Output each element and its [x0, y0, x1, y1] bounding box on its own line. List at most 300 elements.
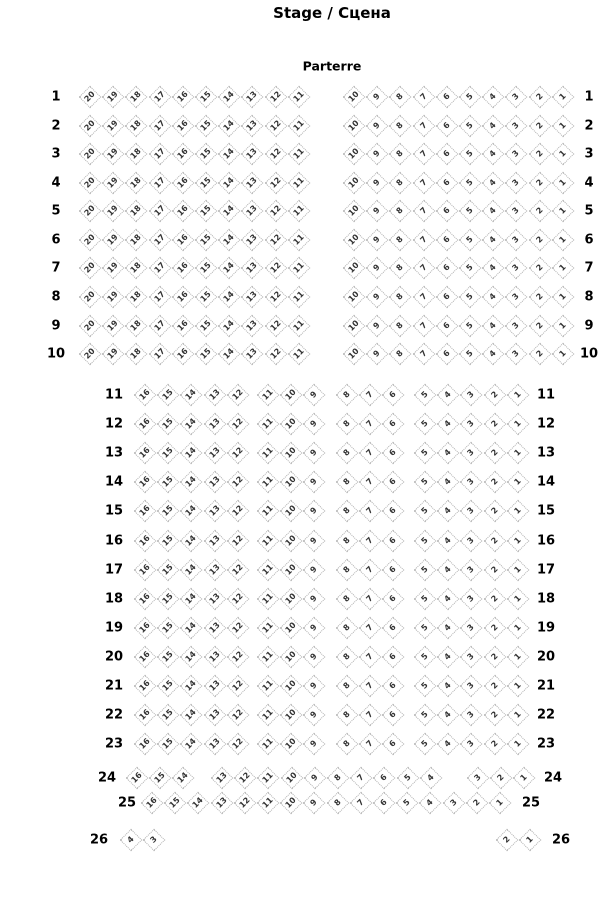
seat-row12-n13[interactable] [203, 413, 226, 436]
seat-row1-n15[interactable] [195, 86, 218, 109]
seat-row22-n16[interactable] [134, 704, 157, 727]
seat-row7-n11[interactable] [287, 257, 310, 280]
seat-row13-n16[interactable] [134, 442, 157, 465]
seat-row14-n1[interactable] [506, 471, 529, 494]
seat-row10-n8[interactable] [389, 343, 412, 366]
seat-row15-n2[interactable] [483, 500, 506, 523]
seat-row16-n16[interactable] [134, 530, 157, 553]
seat-row2-n19[interactable] [102, 115, 125, 138]
seat-row8-n8[interactable] [389, 286, 412, 309]
seat-row19-n2[interactable] [483, 617, 506, 640]
seat-row8-n4[interactable] [482, 286, 505, 309]
seat-row5-n6[interactable] [435, 200, 458, 223]
seat-row25-n8[interactable] [326, 792, 349, 815]
seat-row23-n9[interactable] [303, 733, 326, 756]
seat-row9-n13[interactable] [241, 315, 264, 338]
seat-row22-n5[interactable] [414, 704, 437, 727]
seat-row21-n13[interactable] [203, 675, 226, 698]
seat-row22-n8[interactable] [336, 704, 359, 727]
seat-row15-n12[interactable] [226, 500, 249, 523]
seat-row3-n9[interactable] [366, 143, 389, 166]
seat-row11-n3[interactable] [460, 384, 483, 407]
seat-row3-n17[interactable] [148, 143, 171, 166]
seat-row20-n12[interactable] [226, 646, 249, 669]
seat-row24-n7[interactable] [350, 767, 373, 790]
seat-row16-n7[interactable] [359, 530, 382, 553]
seat-row21-n5[interactable] [414, 675, 437, 698]
seat-row9-n5[interactable] [459, 315, 482, 338]
seat-row20-n16[interactable] [134, 646, 157, 669]
seat-row23-n11[interactable] [257, 733, 280, 756]
seat-row20-n13[interactable] [203, 646, 226, 669]
seat-row5-n17[interactable] [148, 200, 171, 223]
seat-row25-n2[interactable] [465, 792, 488, 815]
seat-row1-n11[interactable] [287, 86, 310, 109]
seat-row25-n15[interactable] [164, 792, 187, 815]
seat-row18-n4[interactable] [437, 588, 460, 611]
seat-row12-n16[interactable] [134, 413, 157, 436]
seat-row21-n1[interactable] [506, 675, 529, 698]
seat-row10-n11[interactable] [287, 343, 310, 366]
seat-row9-n7[interactable] [412, 315, 435, 338]
seat-row22-n11[interactable] [257, 704, 280, 727]
seat-row6-n17[interactable] [148, 229, 171, 252]
seat-row14-n11[interactable] [257, 471, 280, 494]
seat-row14-n2[interactable] [483, 471, 506, 494]
seat-row4-n8[interactable] [389, 172, 412, 195]
seat-row3-n16[interactable] [171, 143, 194, 166]
seat-row3-n3[interactable] [505, 143, 528, 166]
seat-row24-n5[interactable] [396, 767, 419, 790]
seat-row6-n1[interactable] [551, 229, 574, 252]
seat-row24-n11[interactable] [257, 767, 280, 790]
seat-row25-n10[interactable] [280, 792, 303, 815]
seat-row23-n3[interactable] [460, 733, 483, 756]
seat-row25-n9[interactable] [303, 792, 326, 815]
seat-row19-n1[interactable] [506, 617, 529, 640]
seat-row10-n20[interactable] [79, 343, 102, 366]
seat-row18-n1[interactable] [506, 588, 529, 611]
seat-row6-n8[interactable] [389, 229, 412, 252]
seat-row20-n6[interactable] [382, 646, 405, 669]
seat-row3-n12[interactable] [264, 143, 287, 166]
seat-row12-n4[interactable] [437, 413, 460, 436]
seat-row7-n10[interactable] [343, 257, 366, 280]
seat-row10-n5[interactable] [459, 343, 482, 366]
seat-row20-n2[interactable] [483, 646, 506, 669]
seat-row25-n7[interactable] [349, 792, 372, 815]
seat-row5-n18[interactable] [125, 200, 148, 223]
seat-row4-n20[interactable] [79, 172, 102, 195]
seat-row1-n12[interactable] [264, 86, 287, 109]
seat-row21-n3[interactable] [460, 675, 483, 698]
seat-row21-n9[interactable] [303, 675, 326, 698]
seat-row8-n17[interactable] [148, 286, 171, 309]
seat-row14-n3[interactable] [460, 471, 483, 494]
seat-row9-n6[interactable] [435, 315, 458, 338]
seat-row6-n4[interactable] [482, 229, 505, 252]
seat-row15-n14[interactable] [180, 500, 203, 523]
seat-row15-n8[interactable] [336, 500, 359, 523]
seat-row25-n16[interactable] [141, 792, 164, 815]
seat-row5-n5[interactable] [459, 200, 482, 223]
seat-row26-n4[interactable] [120, 829, 143, 852]
seat-row16-n5[interactable] [414, 530, 437, 553]
seat-row14-n15[interactable] [157, 471, 180, 494]
seat-row26-n2[interactable] [496, 829, 519, 852]
seat-row18-n8[interactable] [336, 588, 359, 611]
seat-row16-n1[interactable] [506, 530, 529, 553]
seat-row16-n11[interactable] [257, 530, 280, 553]
seat-row23-n13[interactable] [203, 733, 226, 756]
seat-row9-n20[interactable] [79, 315, 102, 338]
seat-row2-n17[interactable] [148, 115, 171, 138]
seat-row7-n7[interactable] [412, 257, 435, 280]
seat-row22-n9[interactable] [303, 704, 326, 727]
seat-row5-n14[interactable] [218, 200, 241, 223]
seat-row7-n1[interactable] [551, 257, 574, 280]
seat-row22-n6[interactable] [382, 704, 405, 727]
seat-row3-n11[interactable] [287, 143, 310, 166]
seat-row20-n7[interactable] [359, 646, 382, 669]
seat-row8-n16[interactable] [171, 286, 194, 309]
seat-row19-n16[interactable] [134, 617, 157, 640]
seat-row6-n16[interactable] [171, 229, 194, 252]
seat-row21-n7[interactable] [359, 675, 382, 698]
seat-row13-n9[interactable] [303, 442, 326, 465]
seat-row17-n16[interactable] [134, 559, 157, 582]
seat-row24-n10[interactable] [280, 767, 303, 790]
seat-row14-n8[interactable] [336, 471, 359, 494]
seat-row14-n7[interactable] [359, 471, 382, 494]
seat-row16-n12[interactable] [226, 530, 249, 553]
seat-row8-n15[interactable] [195, 286, 218, 309]
seat-row23-n5[interactable] [414, 733, 437, 756]
seat-row13-n8[interactable] [336, 442, 359, 465]
seat-row8-n9[interactable] [366, 286, 389, 309]
seat-row25-n5[interactable] [396, 792, 419, 815]
seat-row1-n6[interactable] [435, 86, 458, 109]
seat-row3-n8[interactable] [389, 143, 412, 166]
seat-row1-n10[interactable] [343, 86, 366, 109]
seat-row23-n6[interactable] [382, 733, 405, 756]
seat-row5-n16[interactable] [171, 200, 194, 223]
seat-row9-n2[interactable] [528, 315, 551, 338]
seat-row16-n8[interactable] [336, 530, 359, 553]
seat-row20-n5[interactable] [414, 646, 437, 669]
seat-row5-n19[interactable] [102, 200, 125, 223]
seat-row13-n2[interactable] [483, 442, 506, 465]
seat-row4-n16[interactable] [171, 172, 194, 195]
seat-row19-n3[interactable] [460, 617, 483, 640]
seat-row10-n18[interactable] [125, 343, 148, 366]
seat-row14-n13[interactable] [203, 471, 226, 494]
seat-row13-n13[interactable] [203, 442, 226, 465]
seat-row25-n12[interactable] [233, 792, 256, 815]
seat-row12-n15[interactable] [157, 413, 180, 436]
seat-row12-n10[interactable] [280, 413, 303, 436]
seat-row1-n17[interactable] [148, 86, 171, 109]
seat-row22-n15[interactable] [157, 704, 180, 727]
seat-row19-n13[interactable] [203, 617, 226, 640]
seat-row19-n9[interactable] [303, 617, 326, 640]
seat-row10-n2[interactable] [528, 343, 551, 366]
seat-row4-n13[interactable] [241, 172, 264, 195]
seat-row4-n9[interactable] [366, 172, 389, 195]
seat-row15-n5[interactable] [414, 500, 437, 523]
seat-row20-n14[interactable] [180, 646, 203, 669]
seat-row8-n10[interactable] [343, 286, 366, 309]
seat-row10-n13[interactable] [241, 343, 264, 366]
seat-row2-n8[interactable] [389, 115, 412, 138]
seat-row2-n4[interactable] [482, 115, 505, 138]
seat-row18-n5[interactable] [414, 588, 437, 611]
seat-row9-n8[interactable] [389, 315, 412, 338]
seat-row11-n11[interactable] [257, 384, 280, 407]
seat-row11-n12[interactable] [226, 384, 249, 407]
seat-row2-n9[interactable] [366, 115, 389, 138]
seat-row19-n14[interactable] [180, 617, 203, 640]
seat-row24-n14[interactable] [172, 767, 195, 790]
seat-row7-n5[interactable] [459, 257, 482, 280]
seat-row22-n1[interactable] [506, 704, 529, 727]
seat-row20-n1[interactable] [506, 646, 529, 669]
seat-row12-n2[interactable] [483, 413, 506, 436]
seat-row4-n18[interactable] [125, 172, 148, 195]
seat-row26-n1[interactable] [519, 829, 542, 852]
seat-row17-n10[interactable] [280, 559, 303, 582]
seat-row22-n4[interactable] [437, 704, 460, 727]
seat-row8-n14[interactable] [218, 286, 241, 309]
seat-row16-n2[interactable] [483, 530, 506, 553]
seat-row19-n10[interactable] [280, 617, 303, 640]
seat-row25-n6[interactable] [373, 792, 396, 815]
seat-row1-n14[interactable] [218, 86, 241, 109]
seat-row19-n6[interactable] [382, 617, 405, 640]
seat-row8-n1[interactable] [551, 286, 574, 309]
seat-row23-n12[interactable] [226, 733, 249, 756]
seat-row15-n13[interactable] [203, 500, 226, 523]
seat-row26-n3[interactable] [143, 829, 166, 852]
seat-row16-n13[interactable] [203, 530, 226, 553]
seat-row3-n2[interactable] [528, 143, 551, 166]
seat-row3-n20[interactable] [79, 143, 102, 166]
seat-row3-n7[interactable] [412, 143, 435, 166]
seat-row7-n13[interactable] [241, 257, 264, 280]
seat-row17-n15[interactable] [157, 559, 180, 582]
seat-row4-n17[interactable] [148, 172, 171, 195]
seat-row1-n5[interactable] [459, 86, 482, 109]
seat-row6-n12[interactable] [264, 229, 287, 252]
seat-row7-n14[interactable] [218, 257, 241, 280]
seat-row18-n3[interactable] [460, 588, 483, 611]
seat-row24-n16[interactable] [126, 767, 149, 790]
seat-row18-n10[interactable] [280, 588, 303, 611]
seat-row17-n8[interactable] [336, 559, 359, 582]
seat-row9-n1[interactable] [551, 315, 574, 338]
seat-row21-n2[interactable] [483, 675, 506, 698]
seat-row16-n3[interactable] [460, 530, 483, 553]
seat-row25-n14[interactable] [187, 792, 210, 815]
seat-row1-n20[interactable] [79, 86, 102, 109]
seat-row10-n19[interactable] [102, 343, 125, 366]
seat-row2-n6[interactable] [435, 115, 458, 138]
seat-row23-n15[interactable] [157, 733, 180, 756]
seat-row3-n19[interactable] [102, 143, 125, 166]
seat-row6-n6[interactable] [435, 229, 458, 252]
seat-row11-n4[interactable] [437, 384, 460, 407]
seat-row13-n7[interactable] [359, 442, 382, 465]
seat-row21-n11[interactable] [257, 675, 280, 698]
seat-row24-n8[interactable] [327, 767, 350, 790]
seat-row15-n16[interactable] [134, 500, 157, 523]
seat-row24-n2[interactable] [490, 767, 513, 790]
seat-row9-n12[interactable] [264, 315, 287, 338]
seat-row20-n9[interactable] [303, 646, 326, 669]
seat-row8-n19[interactable] [102, 286, 125, 309]
seat-row8-n11[interactable] [287, 286, 310, 309]
seat-row11-n16[interactable] [134, 384, 157, 407]
seat-row14-n14[interactable] [180, 471, 203, 494]
seat-row19-n5[interactable] [414, 617, 437, 640]
seat-row13-n15[interactable] [157, 442, 180, 465]
seat-row4-n15[interactable] [195, 172, 218, 195]
seat-row2-n20[interactable] [79, 115, 102, 138]
seat-row1-n1[interactable] [551, 86, 574, 109]
seat-row1-n19[interactable] [102, 86, 125, 109]
seat-row9-n10[interactable] [343, 315, 366, 338]
seat-row6-n7[interactable] [412, 229, 435, 252]
seat-row9-n11[interactable] [287, 315, 310, 338]
seat-row7-n16[interactable] [171, 257, 194, 280]
seat-row5-n10[interactable] [343, 200, 366, 223]
seat-row12-n5[interactable] [414, 413, 437, 436]
seat-row20-n11[interactable] [257, 646, 280, 669]
seat-row18-n6[interactable] [382, 588, 405, 611]
seat-row23-n16[interactable] [134, 733, 157, 756]
seat-row5-n4[interactable] [482, 200, 505, 223]
seat-row1-n18[interactable] [125, 86, 148, 109]
seat-row17-n11[interactable] [257, 559, 280, 582]
seat-row12-n1[interactable] [506, 413, 529, 436]
seat-row23-n4[interactable] [437, 733, 460, 756]
seat-row14-n16[interactable] [134, 471, 157, 494]
seat-row1-n16[interactable] [171, 86, 194, 109]
seat-row23-n14[interactable] [180, 733, 203, 756]
seat-row2-n5[interactable] [459, 115, 482, 138]
seat-row21-n15[interactable] [157, 675, 180, 698]
seat-row12-n6[interactable] [382, 413, 405, 436]
seat-row2-n3[interactable] [505, 115, 528, 138]
seat-row18-n12[interactable] [226, 588, 249, 611]
seat-row7-n15[interactable] [195, 257, 218, 280]
seat-row16-n4[interactable] [437, 530, 460, 553]
seat-row7-n8[interactable] [389, 257, 412, 280]
seat-row18-n15[interactable] [157, 588, 180, 611]
seat-row7-n9[interactable] [366, 257, 389, 280]
seat-row22-n7[interactable] [359, 704, 382, 727]
seat-row4-n2[interactable] [528, 172, 551, 195]
seat-row11-n15[interactable] [157, 384, 180, 407]
seat-row24-n3[interactable] [467, 767, 490, 790]
seat-row11-n8[interactable] [336, 384, 359, 407]
seat-row18-n16[interactable] [134, 588, 157, 611]
seat-row7-n2[interactable] [528, 257, 551, 280]
seat-row11-n9[interactable] [303, 384, 326, 407]
seat-row8-n18[interactable] [125, 286, 148, 309]
seat-row5-n2[interactable] [528, 200, 551, 223]
seat-row5-n13[interactable] [241, 200, 264, 223]
seat-row16-n6[interactable] [382, 530, 405, 553]
seat-row12-n14[interactable] [180, 413, 203, 436]
seat-row6-n13[interactable] [241, 229, 264, 252]
seat-row20-n8[interactable] [336, 646, 359, 669]
seat-row14-n10[interactable] [280, 471, 303, 494]
seat-row7-n3[interactable] [505, 257, 528, 280]
seat-row4-n10[interactable] [343, 172, 366, 195]
seat-row6-n18[interactable] [125, 229, 148, 252]
seat-row3-n5[interactable] [459, 143, 482, 166]
seat-row21-n10[interactable] [280, 675, 303, 698]
seat-row18-n11[interactable] [257, 588, 280, 611]
seat-row2-n11[interactable] [287, 115, 310, 138]
seat-row2-n1[interactable] [551, 115, 574, 138]
seat-row15-n11[interactable] [257, 500, 280, 523]
seat-row17-n2[interactable] [483, 559, 506, 582]
seat-row8-n20[interactable] [79, 286, 102, 309]
seat-row21-n8[interactable] [336, 675, 359, 698]
seat-row6-n19[interactable] [102, 229, 125, 252]
seat-row3-n6[interactable] [435, 143, 458, 166]
seat-row24-n15[interactable] [149, 767, 172, 790]
seat-row8-n6[interactable] [435, 286, 458, 309]
seat-row3-n18[interactable] [125, 143, 148, 166]
seat-row6-n20[interactable] [79, 229, 102, 252]
seat-row4-n19[interactable] [102, 172, 125, 195]
seat-row9-n14[interactable] [218, 315, 241, 338]
seat-row22-n12[interactable] [226, 704, 249, 727]
seat-row10-n17[interactable] [148, 343, 171, 366]
seat-row1-n8[interactable] [389, 86, 412, 109]
seat-row15-n6[interactable] [382, 500, 405, 523]
seat-row8-n2[interactable] [528, 286, 551, 309]
seat-row3-n15[interactable] [195, 143, 218, 166]
seat-row5-n3[interactable] [505, 200, 528, 223]
seat-row10-n12[interactable] [264, 343, 287, 366]
seat-row13-n6[interactable] [382, 442, 405, 465]
seat-row5-n9[interactable] [366, 200, 389, 223]
seat-row7-n4[interactable] [482, 257, 505, 280]
seat-row4-n6[interactable] [435, 172, 458, 195]
seat-row17-n12[interactable] [226, 559, 249, 582]
seat-row12-n8[interactable] [336, 413, 359, 436]
seat-row1-n2[interactable] [528, 86, 551, 109]
seat-row17-n14[interactable] [180, 559, 203, 582]
seat-row15-n4[interactable] [437, 500, 460, 523]
seat-row17-n7[interactable] [359, 559, 382, 582]
seat-row9-n18[interactable] [125, 315, 148, 338]
seat-row19-n7[interactable] [359, 617, 382, 640]
seat-row14-n5[interactable] [414, 471, 437, 494]
seat-row4-n12[interactable] [264, 172, 287, 195]
seat-row10-n7[interactable] [412, 343, 435, 366]
seat-row1-n4[interactable] [482, 86, 505, 109]
seat-row4-n14[interactable] [218, 172, 241, 195]
seat-row18-n7[interactable] [359, 588, 382, 611]
seat-row2-n2[interactable] [528, 115, 551, 138]
seat-row18-n13[interactable] [203, 588, 226, 611]
seat-row1-n9[interactable] [366, 86, 389, 109]
